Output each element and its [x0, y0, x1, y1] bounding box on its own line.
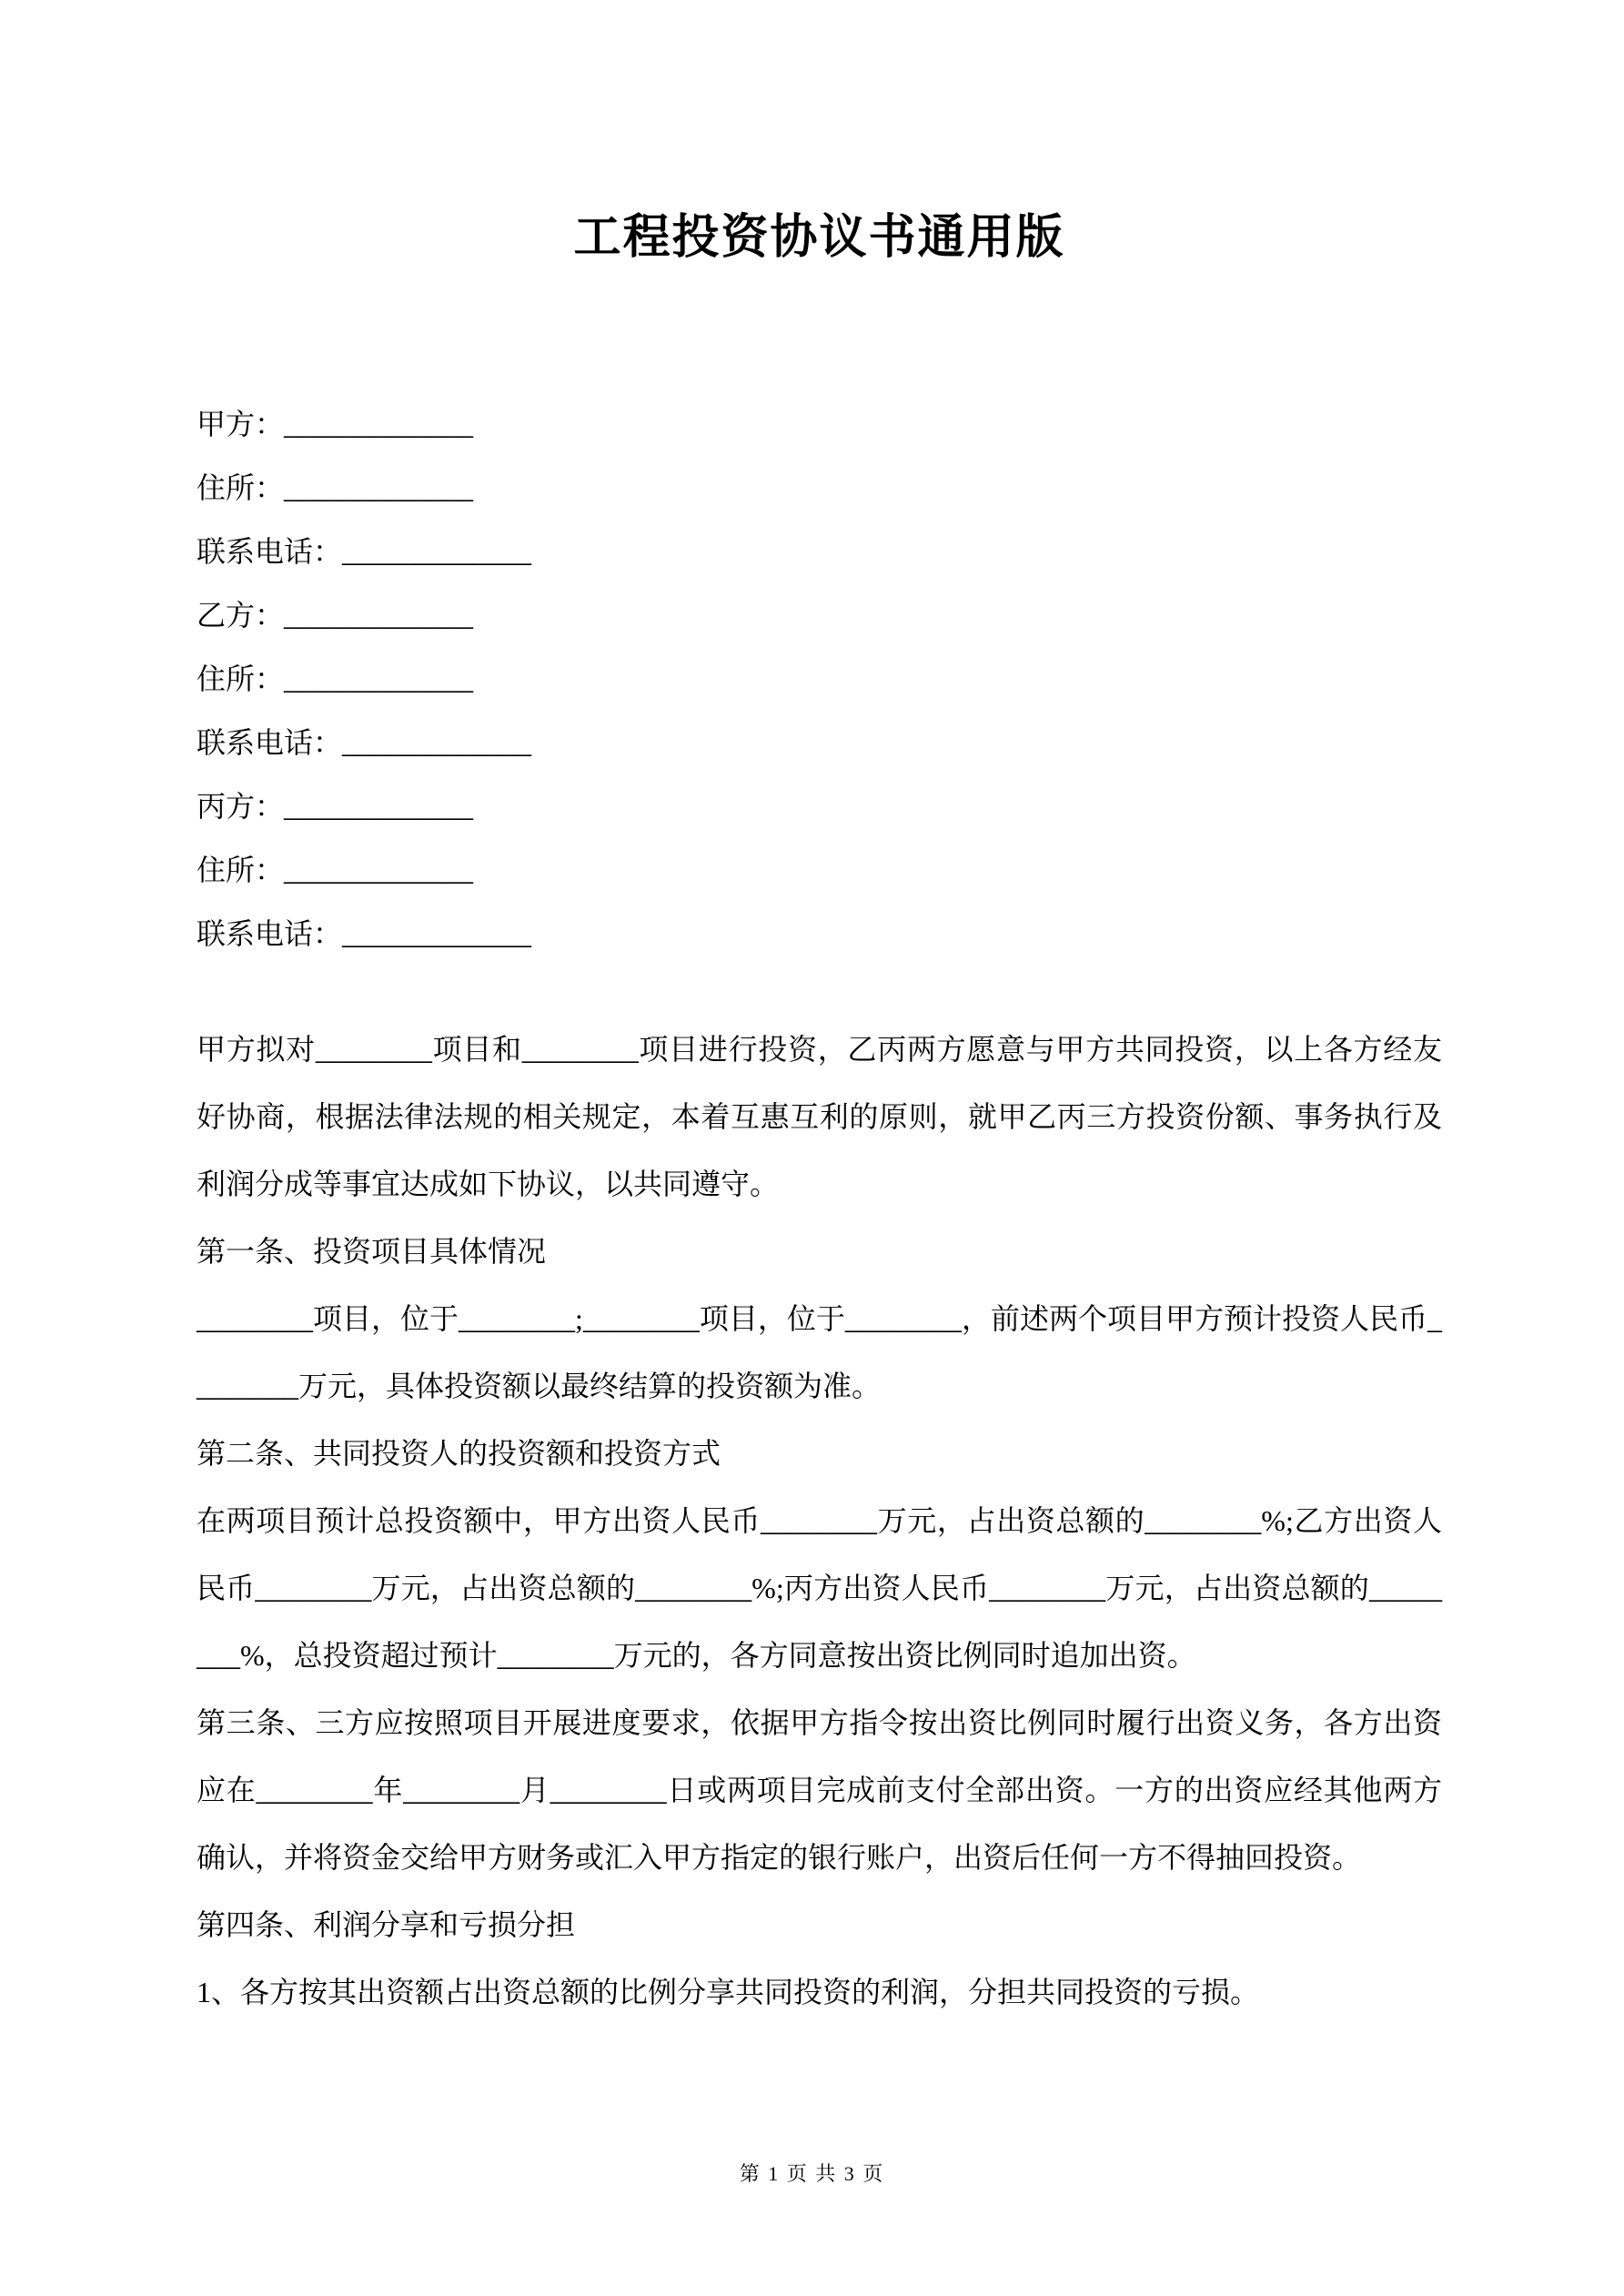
party-line	[197, 774, 1442, 838]
paragraph-preamble: 甲方拟对________项目和________项目进行投资，乙丙两方愿意与甲方共同投资，以上各方经友好协商，根据法律法规的相关规定，本着互惠互利的原则，就甲乙丙三方投资份额、事务执行及利润分成等事宜达成如下协议，以共同遵守。	[197, 1033, 1442, 1200]
heading-article-4: 第四条、利润分享和亏损分担	[197, 1908, 576, 1941]
party-blank-line: _____________	[284, 471, 474, 504]
page-number-footer: 第 1 页 共 3 页	[739, 2162, 885, 2185]
heading-article-2: 第二条、共同投资人的投资额和投资方式	[197, 1437, 721, 1470]
party-blank-line: _____________	[342, 726, 532, 759]
document-title: 工程投资协议书通用版	[573, 212, 1065, 264]
party-line	[197, 711, 1442, 774]
paragraph-article-2: 在两项目预计总投资额中，甲方出资人民币________万元，占出资总额的________%;乙方出资人民币________万元，占出资总额的________%;丙方出资人民币________万元，占出资总额的________%，总投资超过预计________万元的，各方同意按出资比例同时追加出资。	[197, 1504, 1442, 1672]
heading-article-1: 第一条、投资项目具体情况	[197, 1235, 547, 1268]
party-blank-line: _____________	[342, 535, 532, 568]
party-line	[197, 392, 1442, 456]
paragraph-article-4-item-1: 1、各方按其出资额占出资总额的比例分享共同投资的利润，分担共同投资的亏损。	[197, 1976, 1260, 2008]
party-label: 联系电话：	[197, 535, 343, 568]
party-blank-line: _____________	[284, 790, 474, 823]
party-line	[197, 838, 1442, 902]
party-blank-line: _____________	[284, 854, 474, 886]
party-label: 住所：	[197, 471, 285, 504]
paragraph-article-1: ________项目，位于________;________项目，位于________，前述两个项目甲方预计投资人民币________万元，具体投资额以最终结算的投资额为准。	[197, 1302, 1442, 1402]
party-line	[197, 456, 1442, 520]
party-label: 丙方：	[197, 790, 285, 823]
party-label: 联系电话：	[197, 726, 343, 759]
party-blank-line: _____________	[284, 663, 474, 695]
party-blank-line: _____________	[284, 408, 474, 440]
party-info-block	[197, 392, 1442, 966]
party-blank-line: _____________	[284, 599, 474, 632]
party-line	[197, 520, 1442, 583]
party-label: 甲方：	[197, 408, 285, 440]
party-label: 住所：	[197, 663, 285, 695]
document-body	[197, 1016, 1442, 2026]
party-label: 住所：	[197, 854, 285, 886]
party-label: 乙方：	[197, 599, 285, 632]
party-label: 联系电话：	[197, 917, 343, 950]
party-blank-line: _____________	[342, 917, 532, 950]
party-line	[197, 647, 1442, 711]
paragraph-article-3: 第三条、三方应按照项目开展进度要求，依据甲方指令按出资比例同时履行出资义务，各方出资应在________年________月________日或两项目完成前支付全部出资。一方的出资应经其他两方确认，并将资金交给甲方财务或汇入甲方指定的银行账户，出资后任何一方不得抽回投资。	[197, 1706, 1442, 1874]
party-line	[197, 583, 1442, 647]
party-line	[197, 902, 1442, 966]
